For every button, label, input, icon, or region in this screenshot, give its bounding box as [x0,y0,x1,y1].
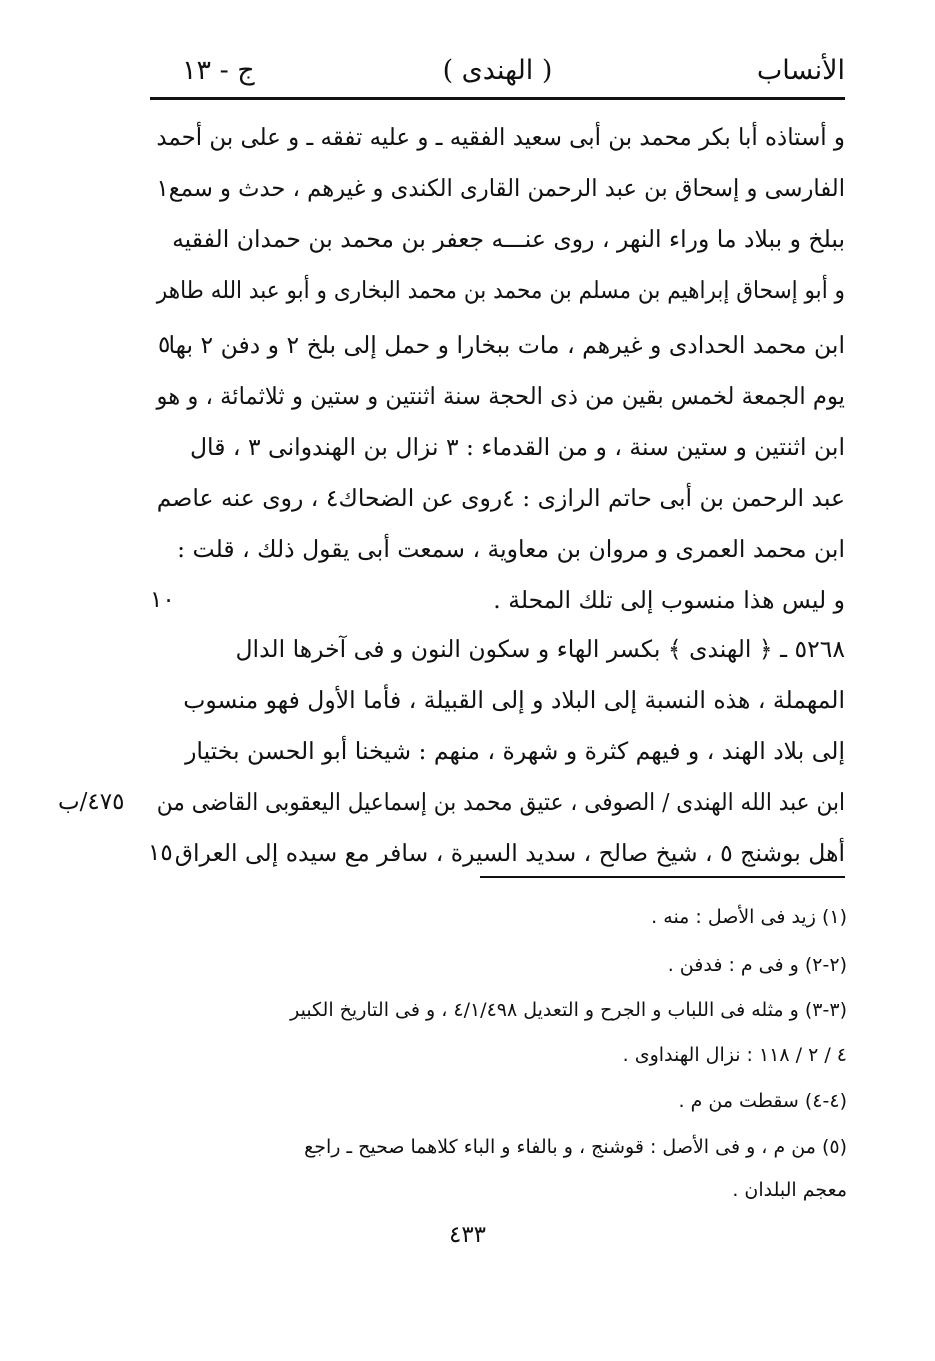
line-number-5: ٥ [158,332,171,358]
footnote: (٥) من م ، و فى الأصل : قوشنج ، و بالفاء و الباء كلاهما صحيح ـ راجع [304,1136,847,1158]
text-line: و أستاذه أبا بكر محمد بن أبى سعيد الفقيه ـ و عليه تفقه ـ و على بن أحمد [156,123,846,151]
text-line: و ليس هذا منسوب إلى تلك المحلة . [493,586,845,614]
line-number-15: ١٥ [148,840,173,866]
header-entry-title: ( الهندى ) [442,55,553,86]
footnote-continuation: ٤ / ٢ / ١١٨ : نزال الهنداوى . [622,1044,847,1066]
text-line: الفارسى و إسحاق بن عبد الرحمن القارى الكندى و غيرهم ، حدث و سمع١ [156,174,846,202]
footnote-continuation: معجم البلدان . [732,1179,847,1201]
footnote: (١) زيد فى الأصل : منه . [651,906,847,928]
footnote-separator [480,876,845,878]
text-line: يوم الجمعة لخمس بقين من ذى الحجة سنة اثنتين و ستين و ثلاثمائة ، و هو [156,382,845,410]
text-line: ابن عبد الله الهندى / الصوفى ، عتيق محمد بن إسماعيل اليعقوبى القاضى من [156,788,845,816]
entry-heading-line: ٥٢٦٨ ـ ﴿ الهندى ﴾ بكسر الهاء و سكون النون و فى آخرها الدال [235,635,845,663]
page-number: ٤٣٣ [448,1222,487,1248]
text-line: ابن اثنتين و ستين سنة ، و من القدماء : ٣ نزال بن الهندوانى ٣ ، قال [189,433,845,461]
header-rule [150,97,845,100]
text-line: ابن محمد العمرى و مروان بن معاوية ، سمعت أبى يقول ذلك ، قلت : [177,535,845,563]
header-volume-number: ج - ١٣ [182,55,255,86]
header-book-title: الأنساب [756,55,845,86]
folio-marker: ٤٧٥/ب [58,789,125,815]
text-line: إلى بلاد الهند ، و فيهم كثرة و شهرة ، منهم : شيخنا أبو الحسن بختيار [185,737,845,765]
footnote: (٢-٢) و فى م : فدفن . [667,954,847,976]
running-header [150,50,845,94]
footnote: (٤-٤) سقطت من م . [678,1090,847,1112]
footnote: (٣-٣) و مثله فى اللباب و الجرح و التعديل ٤/١/٤٩٨ ، و فى التاريخ الكبير [290,999,847,1021]
text-line: عبد الرحمن بن أبى حاتم الرازى : ٤روى عن الضحاك٤ ، روى عنه عاصم [156,484,845,512]
text-line: المهملة ، هذه النسبة إلى البلاد و إلى القبيلة ، فأما الأول فهو منسوب [183,686,845,714]
line-number-10: ١٠ [150,587,175,613]
text-line: ابن محمد الحدادى و غيرهم ، مات ببخارا و حمل إلى بلخ ٢ و دفن ٢ بها [168,331,845,359]
text-line: أهل بوشنج ٥ ، شيخ صالح ، سديد السيرة ، سافر مع سيده إلى العراق [174,839,845,867]
text-line: و أبو إسحاق إبراهيم بن مسلم بن محمد بن محمد البخارى و أبو عبد الله طاهر [156,276,845,304]
text-line: ببلخ و ببلاد ما وراء النهر ، روى عنـــه جعفر بن محمد بن حمدان الفقيه [172,225,845,253]
